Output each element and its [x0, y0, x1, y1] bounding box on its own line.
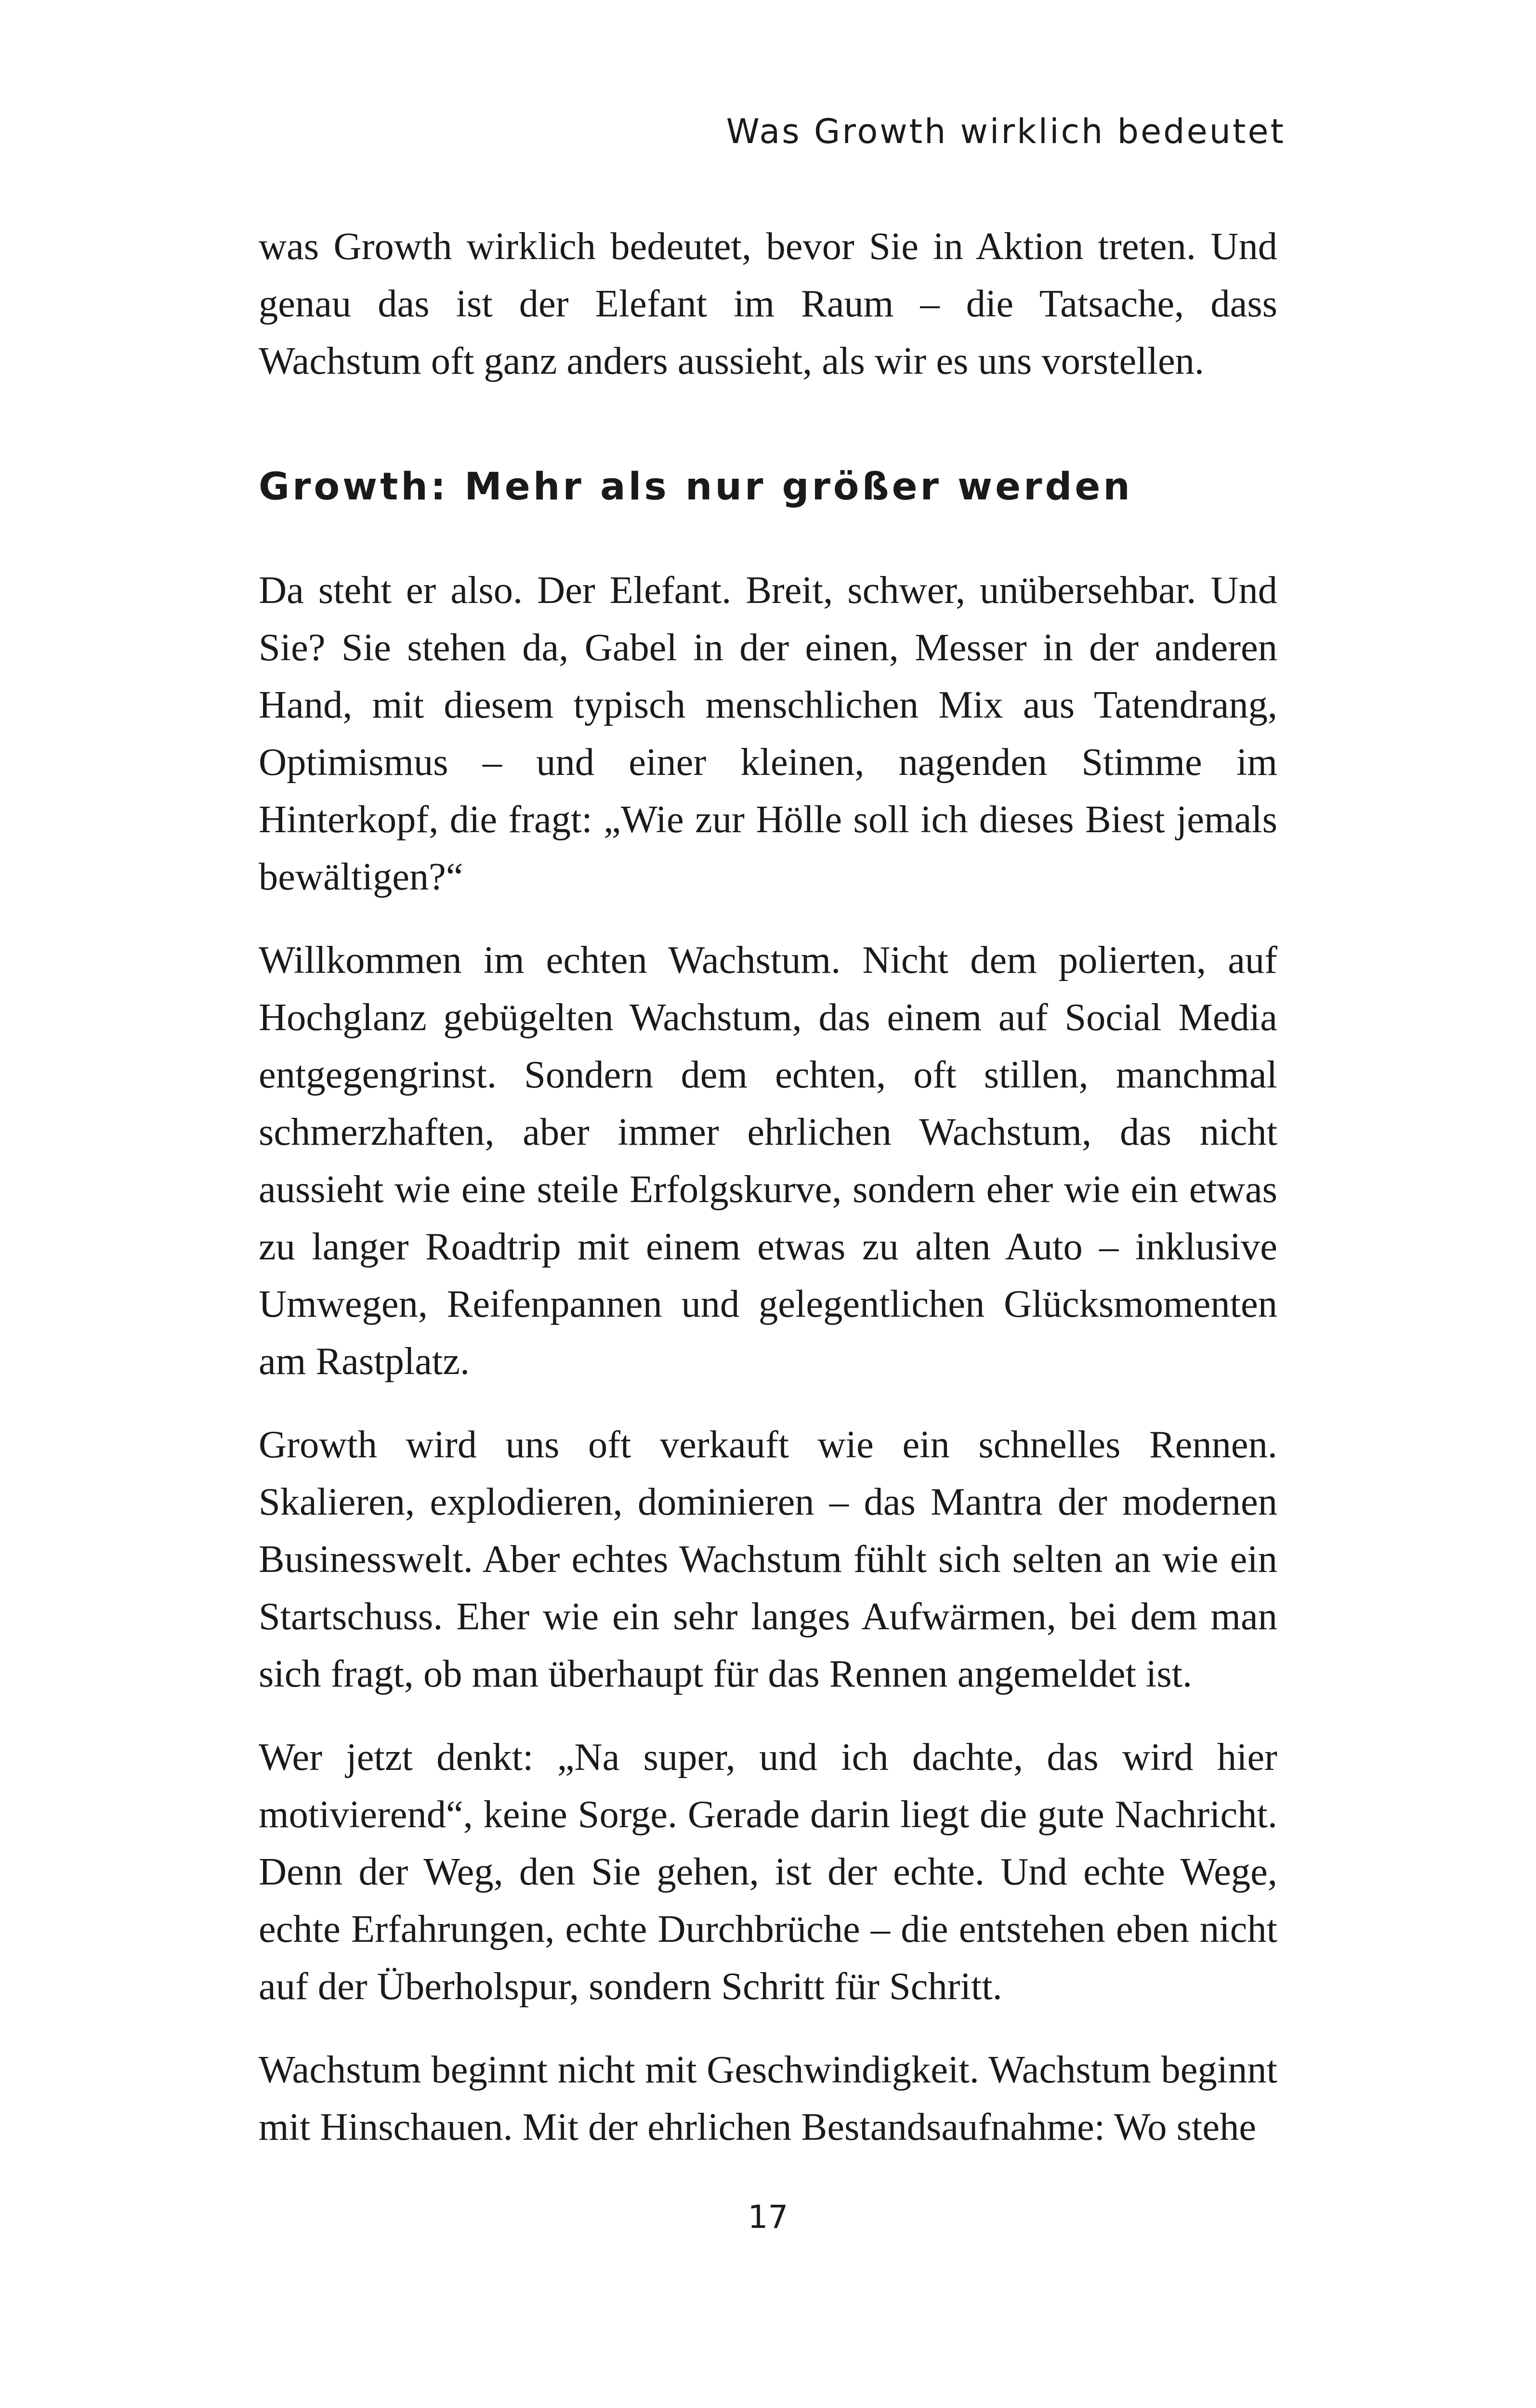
intro-text-block — [259, 218, 1277, 416]
body-paragraph: Willkommen im echten Wachstum. Nicht dem polierten, auf Hochglanz gebügelten Wachstum, das einem auf Social Media entgegengrinst. Sondern dem echten, oft stillen, manchmal schmerzhaften, aber immer ehrlichen Wachstum, das nicht aussieht wie eine steile Erfolgskurve, sondern eher wie ein etwas zu langer Roadtrip mit einem etwas zu alten Auto – inklusive Umwegen, Reifenpannen und gelegentlichen Glücksmomenten am Rastplatz. — [259, 939, 1277, 1383]
page-number: 17 — [748, 2199, 788, 2236]
section-heading: Growth: Mehr als nur größer werden — [259, 465, 1133, 509]
body-paragraph: Wachstum beginnt nicht mit Geschwindigkeit. Wachstum beginnt mit Hinschauen. Mit der ehrlichen Bestandsaufnahme: Wo stehe — [259, 2048, 1277, 2148]
body-paragraph: Da steht er also. Der Elefant. Breit, schwer, unübersehbar. Und Sie? Sie stehen da, Gabel in der einen, Messer in der anderen Hand, mit diesem typisch menschlichen Mix aus Tatendrang, Optimismus – und einer kleinen, nagenden Stimme im Hinterkopf, die fragt: „Wie zur Hölle soll ich dieses Biest jemals bewältigen?“ — [259, 569, 1277, 898]
running-header: Was Growth wirklich bedeutet — [726, 112, 1286, 151]
section-body — [259, 562, 1277, 2182]
body-paragraph: Wer jetzt denkt: „Na super, und ich dachte, das wird hier motivierend“, keine Sorge. Gerade darin liegt die gute Nachricht. Denn der Weg, den Sie gehen, ist der echte. Und echte Wege, echte Erfahrungen, echte Durchbrüche – die entstehen eben nicht auf der Überholspur, sondern Schritt für Schritt. — [259, 1736, 1277, 2008]
intro-paragraph: was Growth wirklich bedeutet, bevor Sie in Aktion treten. Und genau das ist der Elefant im Raum – die Tatsache, dass Wachstum oft ganz anders aussieht, als wir es uns vorstellen. — [259, 225, 1277, 382]
body-paragraph: Growth wird uns oft verkauft wie ein schnelles Rennen. Skalieren, explodieren, dominieren – das Mantra der modernen Businesswelt. Aber echtes Wachstum fühlt sich selten an wie ein Startschuss. Eher wie ein sehr langes Aufwärmen, bei dem man sich fragt, ob man überhaupt für das Rennen angemeldet ist. — [259, 1423, 1277, 1695]
